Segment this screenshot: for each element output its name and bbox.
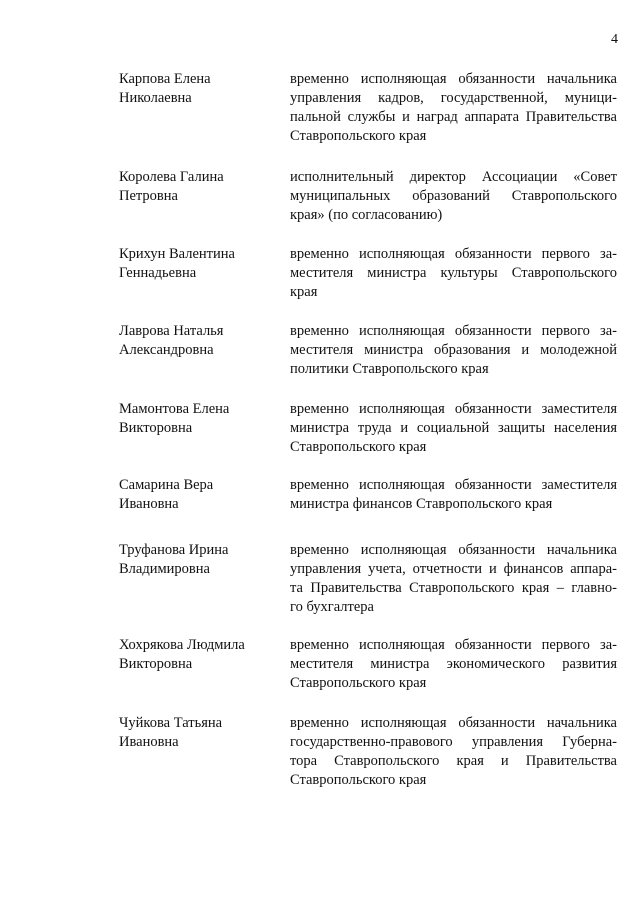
member-position <box>290 636 617 693</box>
name-line: Петровна <box>119 188 178 204</box>
position-line: края <box>290 284 318 300</box>
name-line: Карпова Елена <box>119 71 211 87</box>
name-line: Ивановна <box>119 496 179 512</box>
member-name <box>119 70 269 108</box>
position-line: временно исполняющая обязанности начальника <box>290 542 617 558</box>
position-line: тора Ставропольского края и Правительства <box>290 753 617 769</box>
position-line: временно исполняющая обязанности заместителя <box>290 401 617 417</box>
name-line: Владимировна <box>119 561 210 577</box>
position-line: управления кадров, государственной, муници- <box>290 90 617 106</box>
member-name <box>119 168 269 206</box>
position-line: местителя министра культуры Ставропольского <box>290 265 617 281</box>
name-line: Мамонтова Елена <box>119 401 230 417</box>
member-name <box>119 636 269 674</box>
position-line: края» (по согласованию) <box>290 207 443 223</box>
position-line: министра труда и социальной защиты населения <box>290 420 617 436</box>
position-line: местителя министра образования и молодежной <box>290 342 617 358</box>
name-line: Самарина Вера <box>119 477 214 493</box>
member-name <box>119 245 269 283</box>
position-line: го бухгалтера <box>290 599 374 615</box>
position-line: временно исполняющая обязанности первого за- <box>290 246 617 262</box>
position-line: пальной службы и наград аппарата Правительства <box>290 109 617 125</box>
name-line: Труфанова Ирина <box>119 542 229 558</box>
position-line: временно исполняющая обязанности первого за- <box>290 323 617 339</box>
position-line: Ставропольского края <box>290 675 427 691</box>
name-line: Геннадьевна <box>119 265 197 281</box>
position-line: временно исполняющая обязанности начальника <box>290 71 617 87</box>
position-line: исполнительный директор Ассоциации «Совет <box>290 169 617 185</box>
position-line: политики Ставропольского края <box>290 361 489 377</box>
member-name <box>119 322 269 360</box>
member-position <box>290 322 617 379</box>
name-line: Хохрякова Людмила <box>119 637 245 653</box>
member-position <box>290 541 617 617</box>
name-line: Крихун Валентина <box>119 246 235 262</box>
position-line: управления учета, отчетности и финансов аппара- <box>290 561 617 577</box>
position-line: местителя министра экономического развития <box>290 656 617 672</box>
name-line: Викторовна <box>119 420 193 436</box>
member-position <box>290 245 617 302</box>
member-position <box>290 714 617 790</box>
member-name <box>119 476 269 514</box>
member-name <box>119 541 269 579</box>
name-line: Александровна <box>119 342 214 358</box>
member-name <box>119 400 269 438</box>
position-line: Ставропольского края <box>290 128 427 144</box>
position-line: министра финансов Ставропольского края <box>290 496 553 512</box>
position-line: временно исполняющая обязанности заместителя <box>290 477 617 493</box>
name-line: Чуйкова Татьяна <box>119 715 223 731</box>
position-line: та Правительства Ставропольского края – главно- <box>290 580 617 596</box>
member-position <box>290 476 617 514</box>
member-position <box>290 70 617 146</box>
position-line: временно исполняющая обязанности первого за- <box>290 637 617 653</box>
name-line: Королева Галина <box>119 169 224 185</box>
name-line: Лаврова Наталья <box>119 323 224 339</box>
position-line: государственно-правового управления Губерна- <box>290 734 617 750</box>
name-line: Викторовна <box>119 656 193 672</box>
position-line: муниципальных образований Ставропольского <box>290 188 617 204</box>
page-number: 4 <box>611 32 618 47</box>
member-position <box>290 400 617 457</box>
name-line: Николаевна <box>119 90 192 106</box>
member-name <box>119 714 269 752</box>
member-position <box>290 168 617 225</box>
position-line: временно исполняющая обязанности начальника <box>290 715 617 731</box>
name-line: Ивановна <box>119 734 179 750</box>
position-line: Ставропольского края <box>290 772 427 788</box>
position-line: Ставропольского края <box>290 439 427 455</box>
